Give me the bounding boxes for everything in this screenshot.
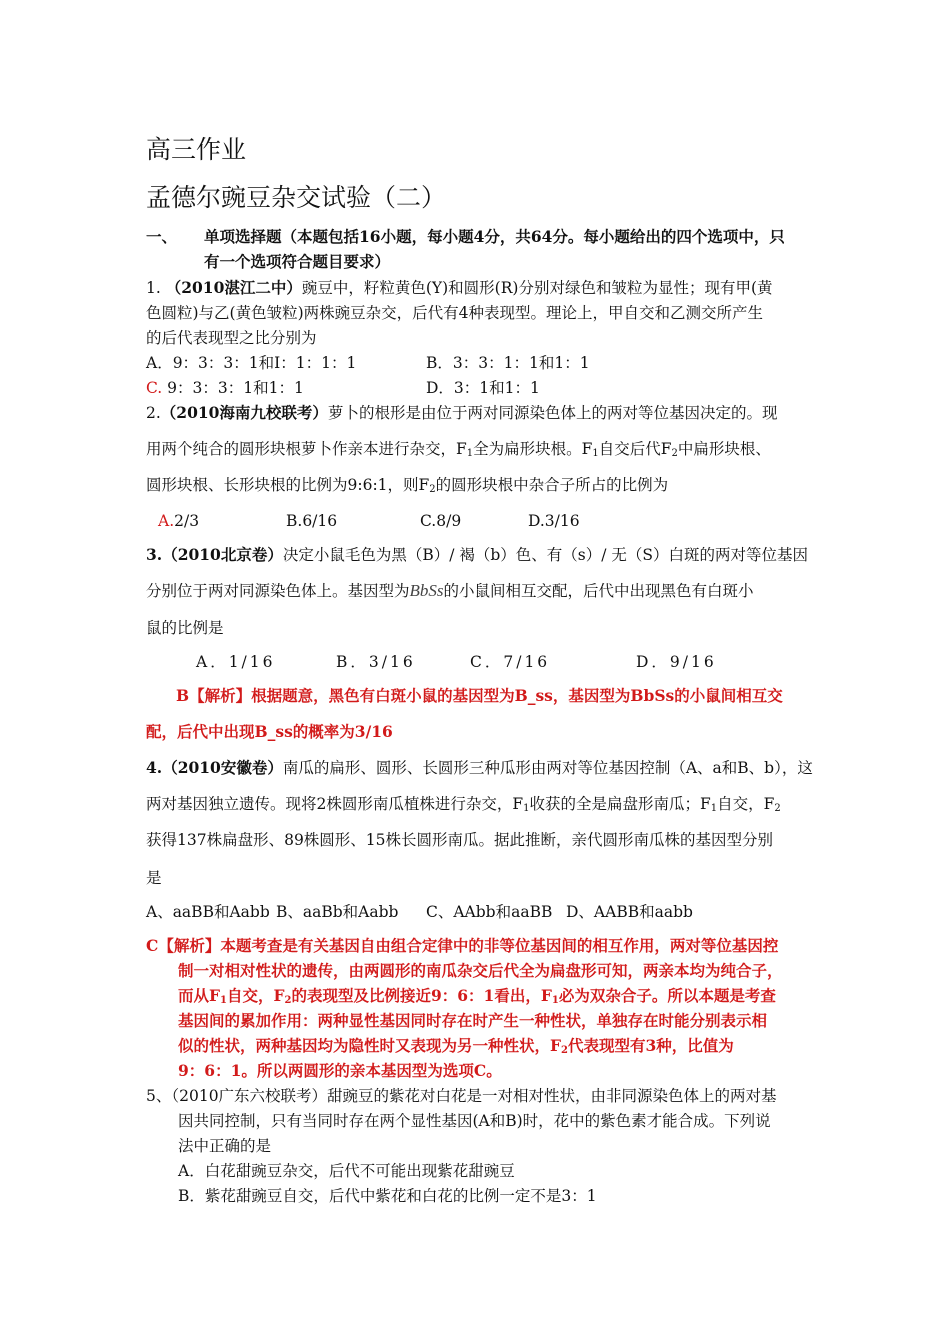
q4-option-a: A、aaBB和Aabb (146, 903, 270, 921)
q2-option-c: C.8/9 (420, 512, 462, 530)
q4-analysis-line2: 制一对相对性状的遗传，由两圆形的南瓜杂交后代全为扁盘形可知，两亲本均为纯合子， (178, 961, 783, 980)
q3-analysis-line1: B【解析】根据题意，黑色有白斑小鼠的基因型为B_ss，基因型为BbSs的小鼠间相互交 (176, 686, 783, 705)
q3-option-c: C．7/16 (470, 653, 551, 671)
q4-analysis-line4: 基因间的累加作用：两种显性基因同时存在时产生一种性状，单独存在时能分别表示相 (178, 1011, 768, 1030)
q4-option-b: B、aaBb和Aabb (276, 903, 399, 921)
q4-analysis-line6: 9：6：1。所以两圆形的亲本基因型为选项C。 (178, 1061, 502, 1080)
q2-option-d: D.3/16 (528, 512, 580, 530)
page-subtitle: 孟德尔豌豆杂交试验（二） (146, 183, 447, 212)
q2-line2: 用两个纯合的圆形块根萝卜作亲本进行杂交，$F_1$全为扁形块根。$F_1$自交后代$F_2$中扁形块根、 (146, 440, 771, 459)
q3-genotype: BbSs (409, 581, 444, 600)
q3-line1: 3.（2010北京卷）决定小鼠毛色为黑（B）/ 褐（b）色、有（s）/ 无（S）白斑的两对等位基因 (146, 545, 809, 564)
q2-option-a: A.2/3 (158, 512, 200, 530)
q5-line3: 法中正确的是 (178, 1137, 272, 1155)
q3-option-d: D．9/16 (636, 653, 717, 671)
q3-option-b: B．3/16 (336, 653, 416, 671)
q4-analysis-line3: 而从$F_1$自交，$F_2$的表现型及比例接近9：6：1看出，$F_1$必为双杂合子。所以本题是考查 (178, 986, 776, 1006)
q4-analysis-line1: C【解析】本题考查是有关基因自由组合定律中的非等位基因间的相互作用，两对等位基因控 (146, 936, 779, 955)
section-number: 一、 (146, 227, 178, 246)
q3-source: （2010北京卷） (162, 545, 283, 564)
q3-analysis-line2: 配，后代中出现B_ss的概率为3/16 (146, 722, 393, 741)
q2-line3: 圆形块根、长形块根的比例为9:6:1，则$F_2$的圆形块根中杂合子所占的比例为 (146, 476, 669, 495)
q4-line3: 获得137株扁盘形、89株圆形、15株长圆形南瓜。据此推断，亲代圆形南瓜株的基因型分别 (146, 831, 774, 849)
q1-source: （2010湛江二中） (165, 278, 302, 297)
section-heading-line1: 单项选择题（本题包括16小题，每小题4分，共64分。每小题给出的四个选项中，只 (204, 227, 785, 246)
q1-line2: 色圆粒)与乙(黄色皱粒)两株豌豆杂交，后代有4种表现型。理论上，甲自交和乙测交所产生 (146, 304, 764, 322)
q1-option-a: A．9：3：3：1和I：1：1：1 (146, 354, 357, 372)
section-heading-line2: 有一个选项符合题目要求） (204, 252, 391, 271)
q4-line2: 两对基因独立遗传。现将2株圆形南瓜植株进行杂交，$F_1$收获的全是扁盘形南瓜；$F_1$自交，$F_2$ (146, 795, 781, 814)
q2-option-b: B.6/16 (286, 512, 338, 530)
q1-line1: 1. （2010湛江二中）豌豆中，籽粒黄色(Y)和圆形(R)分别对绿色和皱粒为显性；现有甲(黄 (146, 278, 773, 297)
q1-option-d: D．3：1和1：1 (426, 379, 540, 397)
q1-line3: 的后代表现型之比分别为 (146, 329, 317, 347)
page-title: 高三作业 (146, 135, 247, 164)
q2-answer-mark: A. (158, 512, 175, 530)
q4-source: （2010安徽卷） (162, 758, 283, 777)
q1-option-b: B．3：3：1：1和1：1 (426, 354, 590, 372)
q4-line4: 是 (146, 869, 162, 887)
q4-option-d: D、AABB和aabb (566, 903, 693, 921)
q5-line1: 5、（2010广东六校联考）甜豌豆的紫花对白花是一对相对性状，由非同源染色体上的两对基 (146, 1087, 777, 1105)
q5-line2: 因共同控制，只有当同时存在两个显性基因(A和B)时，花中的紫色素才能合成。下列说 (178, 1112, 771, 1130)
q2-source: （2010海南九校联考） (160, 403, 328, 422)
q1-option-c: C. 9：3：3：1和1：1 (146, 379, 304, 397)
q5-option-a: A．白花甜豌豆杂交，后代不可能出现紫花甜豌豆 (178, 1162, 515, 1180)
q2-line1: 2.（2010海南九校联考）萝卜的根形是由位于两对同源染色体上的两对等位基因决定的。现 (146, 403, 778, 422)
q1-answer-mark: C. (146, 379, 163, 397)
q3-option-a: A．1/16 (196, 653, 276, 671)
q3-line2: 分别位于两对同源染色体上。基因型为BbSs的小鼠间相互交配，后代中出现黑色有白斑小 (146, 581, 754, 600)
q4-analysis-line5: 似的性状，两种基因均为隐性时又表现为另一种性状，$F_2$代表现型有3种，比值为 (178, 1036, 734, 1056)
q4-line1: 4.（2010安徽卷）南瓜的扁形、圆形、长圆形三种瓜形由两对等位基因控制（A、a和B、b），这 (146, 758, 813, 777)
q4-option-c: C、AAbb和aaBB (426, 903, 553, 921)
q3-line3: 鼠的比例是 (146, 619, 224, 637)
q5-option-b: B．紫花甜豌豆自交，后代中紫花和白花的比例一定不是3：1 (178, 1187, 597, 1205)
